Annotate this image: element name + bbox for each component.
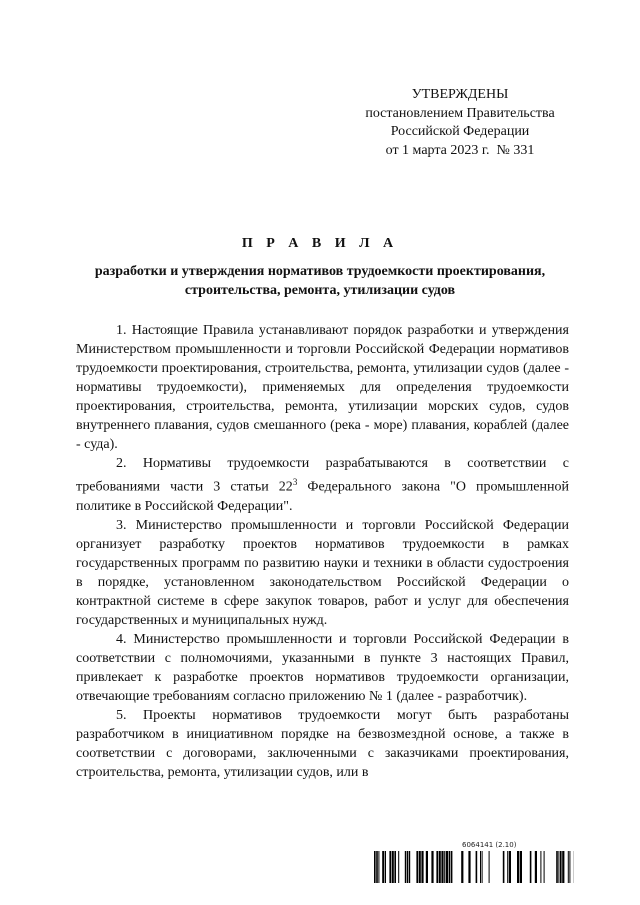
document-title: П Р А В И Л А: [241, 236, 399, 251]
barcode: [374, 851, 574, 883]
document-subtitle: [60, 262, 580, 300]
document-code: 6064141 (2.10): [462, 841, 517, 849]
paragraph-1: 1. Настоящие Правила устанавливают порядок разработки и утверждения Министерством промышленности и торговли Российской Федерации нормативов трудоемкости проектирования, строительства, ремонта, утилизации судов (далее - нормативы трудоемкости), применяемых для определения трудоемкости проектирования, строительства, ремонта, утилизации морских судов, судов внутреннего плавания, судов смешанного (река - море) плавания, кораблей (далее - суда).: [76, 323, 569, 452]
approval-stamp: [330, 86, 590, 160]
approval-authority: Российской Федерации: [390, 124, 530, 139]
article-superscript: 3: [292, 477, 298, 487]
subtitle-line-2: строительства, ремонта, утилизации судов: [184, 283, 456, 298]
document-body: [76, 321, 569, 782]
approval-heading: УТВЕРЖДЕНЫ: [411, 87, 509, 102]
paragraph-2-text-b: Федерального закона "О промышленной политике в Российской Федерации".: [76, 479, 569, 514]
approval-date-number: от 1 марта 2023 г. № 331: [385, 142, 535, 158]
paragraph-3: 3. Министерство промышленности и торговли Российской Федерации организует разработку проектов нормативов трудоемкости в рамках государственных программ по развитию науки и техники в области судостроения в порядке, установленном законодательством Российской Федерации о контрактной системе в сфере закупок товаров, работ и услуг для обеспечения государственных и муниципальных нужд.: [76, 517, 569, 628]
paragraph-4: 4. Министерство промышленности и торговли Российской Федерации в соответствии с полномочиями, указанными в пункте 3 настоящих Правил, привлекает к разработке проектов нормативов трудоемкости организации, отвечающие требованиям согласно приложению № 1 (далее - разработчик).: [76, 631, 569, 704]
approval-decree: постановлением Правительства: [365, 105, 555, 121]
paragraph-5: 5. Проекты нормативов трудоемкости могут быть разработаны разработчиком в инициативном порядке на безвозмездной основе, а также в соответствии с договорами, заключенными с заказчиками проектирования, строительства, ремонта, утилизации судов, или в: [76, 707, 569, 780]
paragraph-2-text-a: 2. Нормативы трудоемкости разрабатываются в соответствии с требованиями части 3 статьи 22: [76, 456, 569, 495]
subtitle-line-1: разработки и утверждения нормативов трудоемкости проектирования,: [94, 264, 546, 279]
paragraph-2: [76, 454, 569, 516]
